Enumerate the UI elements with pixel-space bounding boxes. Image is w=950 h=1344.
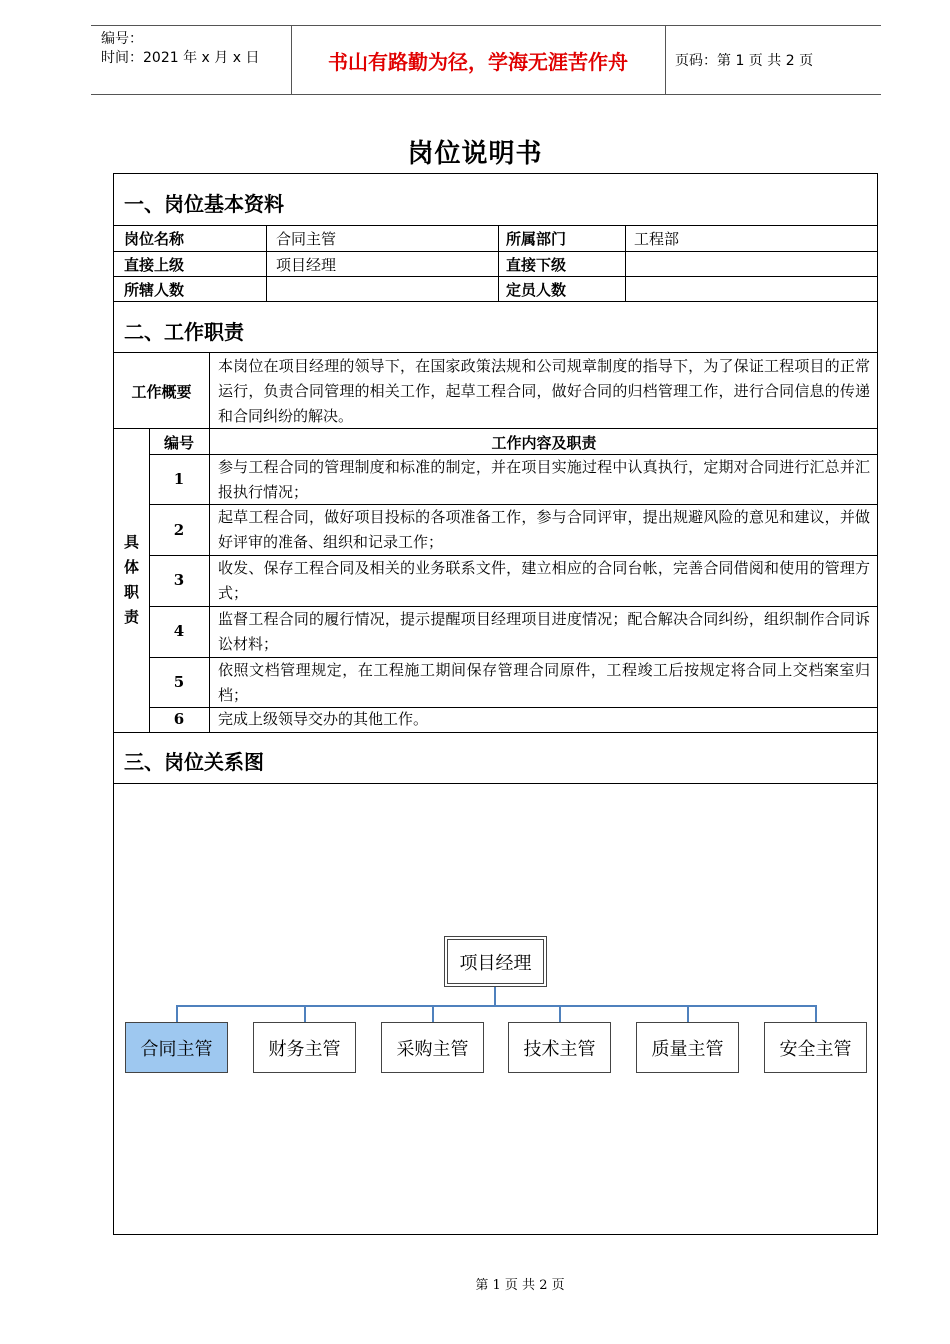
- section3-heading: 三、岗位关系图: [124, 750, 264, 774]
- duties-label: [114, 530, 149, 630]
- org-box-contract-manager: 合同主管: [125, 1022, 228, 1073]
- duty-text: 起草工程合同，做好项目投标的各项准备工作，参与合同评审，提出规避风险的意见和建议，并做好评审的准备、组织和记录工作；: [218, 508, 870, 551]
- time-label: 时间：2021 年 x 月 x 日: [101, 50, 260, 66]
- row-line: [114, 732, 877, 733]
- duties-label-char: 体: [123, 558, 139, 576]
- label-department: 所属部门: [506, 230, 567, 248]
- duty-no: 1: [173, 470, 185, 488]
- label-headcount: 所辖人数: [124, 281, 185, 299]
- label-staffing: 定员人数: [506, 281, 567, 299]
- duty-no: 5: [173, 673, 185, 691]
- page-header: [91, 25, 881, 95]
- overview-text: 本岗位在项目经理的领导下，在国家政策法规和公司规章制度的指导下，为了保证工程项目的正常运行，负责合同管理的相关工作，起草工程合同，做好合同的归档管理工作，进行合同信息的传递和合同纠纷的解决。: [218, 357, 870, 425]
- overview-label: 工作概要: [131, 383, 192, 401]
- row-line: [114, 352, 877, 353]
- row-line: [114, 251, 877, 252]
- col-header-content: 工作内容及职责: [491, 434, 597, 452]
- org-connector: [559, 1005, 561, 1022]
- duties-label-char: 责: [123, 608, 139, 626]
- org-box-finance-manager: 财务主管: [253, 1022, 356, 1073]
- value-position-name: 合同主管: [276, 230, 337, 248]
- header-divider: [665, 26, 666, 94]
- row-line: [114, 301, 877, 302]
- col-line: [625, 225, 626, 301]
- org-connector: [687, 1005, 689, 1022]
- col-line: [266, 225, 267, 301]
- org-box-safety-manager: 安全主管: [764, 1022, 867, 1073]
- duties-label-char: 职: [123, 583, 139, 601]
- duty-text: 完成上级领导交办的其他工作。: [218, 710, 429, 728]
- col-header-no: 编号: [163, 434, 194, 452]
- row-line: [114, 428, 877, 429]
- org-box-purchasing-manager: 采购主管: [381, 1022, 484, 1073]
- col-line: [498, 225, 499, 301]
- label-direct-superior: 直接上级: [124, 256, 185, 274]
- duty-text: 依照文档管理规定，在工程施工期间保存管理合同原件，工程竣工后按规定将合同上交档案室归档；: [218, 661, 870, 704]
- org-connector: [432, 1005, 434, 1022]
- header-meta: [101, 30, 259, 68]
- duty-text: 监督工程合同的履行情况，提示提醒项目经理项目进度情况；配合解决合同纠纷，组织制作合同诉讼材料；: [218, 610, 870, 653]
- org-connector: [176, 1005, 816, 1007]
- label-position-name: 岗位名称: [124, 230, 185, 248]
- duty-no: 4: [173, 622, 185, 640]
- org-connector: [494, 987, 496, 1006]
- row-line: [114, 225, 877, 226]
- duty-text: 收发、保存工程合同及相关的业务联系文件，建立相应的合同台帐，完善合同借阅和使用的管理方式；: [218, 559, 870, 602]
- page-footer: 第 1 页 共 2 页: [475, 1278, 565, 1293]
- header-page-info: 页码：第 1 页 共 2 页: [675, 53, 814, 69]
- duty-text: 参与工程合同的管理制度和标准的制定，并在项目实施过程中认真执行，定期对合同进行汇总并汇报执行情况；: [218, 458, 870, 501]
- label-direct-subordinate: 直接下级: [506, 256, 567, 274]
- col-line: [209, 352, 210, 428]
- job-description-table: [113, 173, 878, 1235]
- org-connector: [176, 1005, 178, 1022]
- header-motto: 书山有路勤为径，学海无涯苦作舟: [328, 50, 628, 74]
- duties-label-char: 具: [123, 533, 139, 551]
- duty-no: 2: [173, 521, 185, 539]
- row-line: [114, 783, 877, 784]
- org-connector: [815, 1005, 817, 1022]
- duty-no: 6: [173, 710, 185, 728]
- value-direct-superior: 项目经理: [276, 256, 337, 274]
- org-box-quality-manager: 质量主管: [636, 1022, 739, 1073]
- section2-heading: 二、工作职责: [124, 320, 244, 344]
- duty-no: 3: [173, 571, 185, 589]
- org-box-top: 项目经理: [444, 936, 547, 987]
- col-line: [209, 428, 210, 732]
- org-box-technical-manager: 技术主管: [508, 1022, 611, 1073]
- section1-heading: 一、岗位基本资料: [124, 192, 284, 216]
- number-label: 编号：: [101, 31, 143, 47]
- document-title: 岗位说明书: [407, 139, 543, 169]
- row-line: [114, 276, 877, 277]
- value-department: 工程部: [634, 230, 680, 248]
- org-connector: [304, 1005, 306, 1022]
